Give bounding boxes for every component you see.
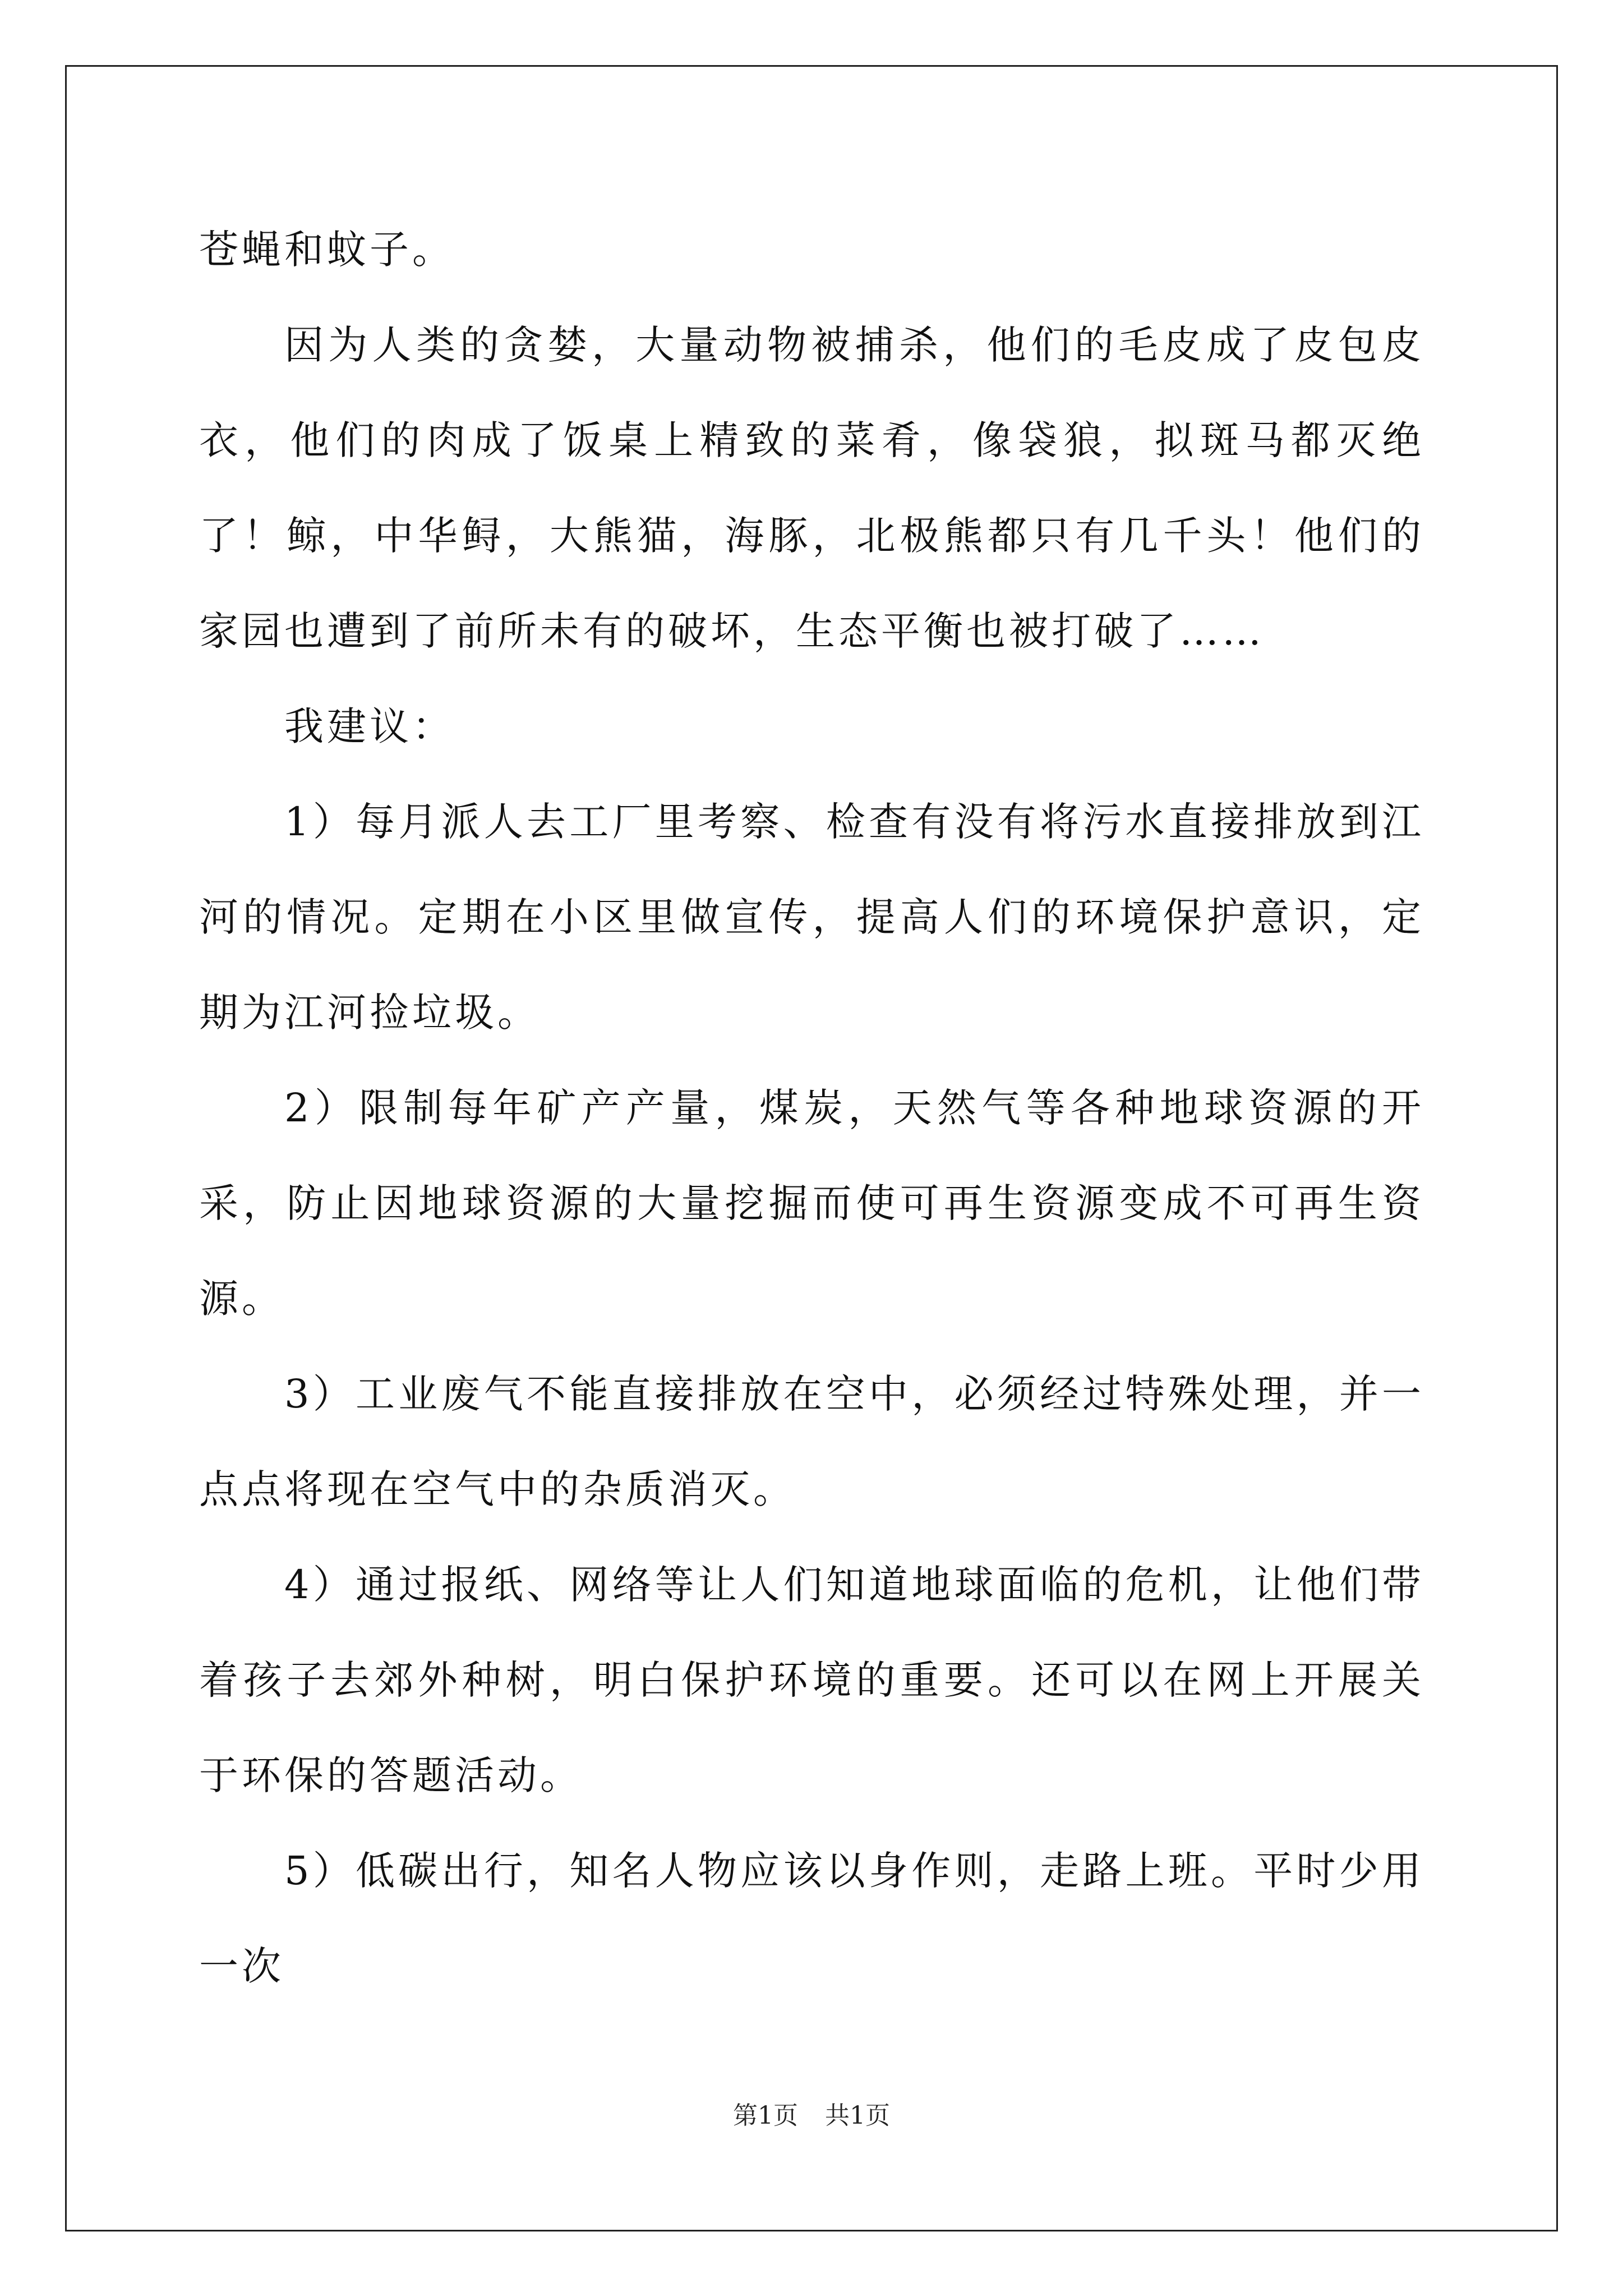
paragraph-8: 5）低碳出行，知名人物应该以身作则，走路上班。平时少用一次 [199, 1848, 1424, 1989]
paragraph-3: 我建议： [284, 703, 455, 749]
paragraph-2: 因为人类的贪婪，大量动物被捕杀，他们的毛皮成了皮包皮衣，他们的肉成了饭桌上精致的菜肴，像袋狼，拟斑马都灭绝了！鲸，中华鲟，大熊猫，海豚，北极熊都只有几千头！他们的家园也遭到了前所未有的破坏，生态平衡也被打破了…… [199, 322, 1424, 654]
paragraph-1: 苍蝇和蚊子。 [199, 227, 455, 273]
page-number: 第1页 [733, 2101, 798, 2130]
paragraph-7: 4）通过报纸、网络等让人们知道地球面临的危机，让他们带着孩子去郊外种树，明白保护环境的重要。还可以在网上开展关于环保的答题活动。 [199, 1562, 1424, 1798]
page-footer [0, 2095, 1623, 2131]
paragraph-6: 3）工业废气不能直接排放在空中，必须经过特殊处理，并一点点将现在空气中的杂质消灭。 [199, 1371, 1424, 1512]
page-total: 共1页 [825, 2101, 890, 2130]
paragraph-5: 2）限制每年矿产产量，煤炭，天然气等各种地球资源的开采，防止因地球资源的大量挖掘而使可再生资源变成不可再生资源。 [199, 1085, 1424, 1322]
document-body [199, 202, 1424, 2014]
paragraph-4: 1）每月派人去工厂里考察、检查有没有将污水直接排放到江河的情况。定期在小区里做宣传，提高人们的环境保护意识，定期为江河捡垃圾。 [199, 799, 1424, 1036]
